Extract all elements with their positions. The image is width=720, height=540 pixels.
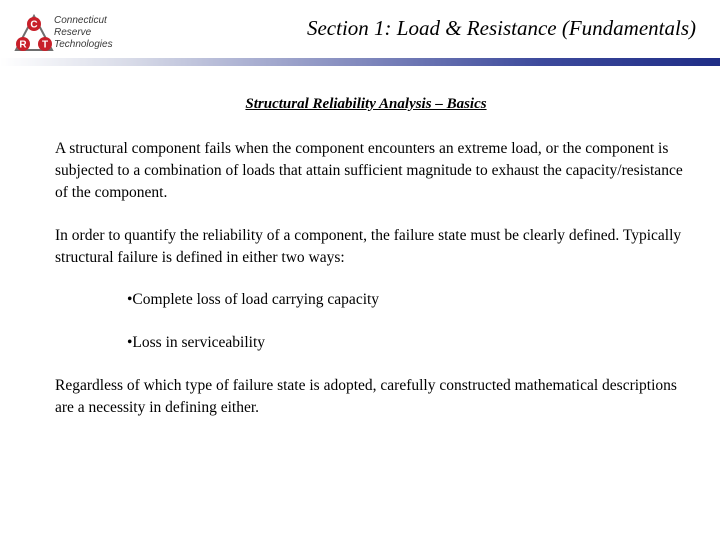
bullet-loss-in-serviceability: •Loss in serviceability bbox=[127, 334, 266, 351]
section-title: Section 1: Load & Resistance (Fundamentals) bbox=[306, 16, 696, 40]
logo-letter-r: R bbox=[19, 39, 27, 51]
paragraph-failure-state: In order to quantify the reliability of a component, the failure state must be clearly defined. Typically structural failure is defined in either two ways: bbox=[55, 227, 682, 266]
logo-line-reserve: Reserve bbox=[54, 27, 92, 38]
logo-letter-c: C bbox=[30, 19, 38, 31]
logo-wordmark bbox=[54, 15, 113, 51]
logo-letter-t: T bbox=[41, 39, 49, 51]
paragraph-mathematical-descriptions: Regardless of which type of failure state is adopted, carefully constructed mathematical descriptions are a necessity in defining either. bbox=[55, 377, 677, 416]
company-logo bbox=[14, 12, 126, 56]
header-divider-bar bbox=[0, 58, 720, 66]
bullet-loss-of-capacity: •Complete loss of load carrying capacity bbox=[127, 291, 380, 308]
slide-subtitle: Structural Reliability Analysis – Basics bbox=[245, 96, 487, 112]
logo-line-connecticut: Connecticut bbox=[54, 15, 107, 26]
logo-triangle-icon bbox=[14, 14, 54, 54]
paragraph-failure-definition: A structural component fails when the component encounters an extreme load, or the component is subjected to a combination of loads that attain sufficient magnitude to exhaust the capacity/resistance of the component. bbox=[55, 140, 683, 201]
logo-line-technologies: Technologies bbox=[54, 39, 113, 50]
